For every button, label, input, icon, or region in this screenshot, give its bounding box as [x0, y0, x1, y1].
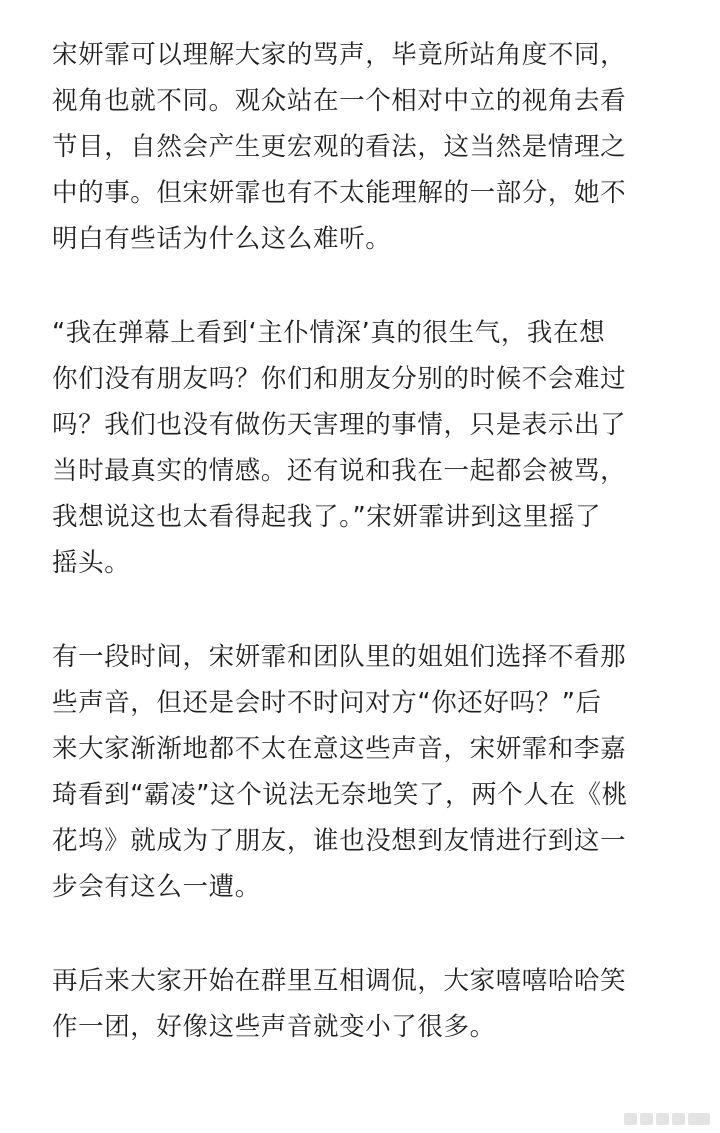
paragraph-line: 你们没有朋友吗？你们和朋友分别的时候不会难过 [52, 364, 627, 394]
paragraph-line: 当时最真实的情感。还有说和我在一起都会被骂， [52, 456, 627, 486]
paragraph-line: 些声音，但还是会时不时问对方“你还好吗？”后 [52, 688, 602, 718]
paragraph-line: 中的事。但宋妍霏也有不太能理解的一部分，她不 [52, 178, 627, 208]
paragraph-line: 再后来大家开始在群里互相调侃，大家嘻嘻哈哈笑 [52, 966, 627, 996]
watermark-glyph [672, 1113, 685, 1125]
paragraph-line: 花坞》就成为了朋友，谁也没想到友情进行到这一 [52, 826, 627, 856]
paragraph-spacer [52, 262, 682, 310]
watermark-glyph [688, 1113, 710, 1125]
paragraph-2 [52, 310, 682, 586]
watermark-glyph [624, 1113, 637, 1125]
paragraph-line: 琦看到“霸凌”这个说法无奈地笑了，两个人在《桃 [52, 780, 628, 810]
paragraph-line: 吗？我们也没有做伤天害理的事情，只是表示出了 [52, 410, 627, 440]
paragraph-spacer [52, 586, 682, 634]
paragraph-line: 我想说这也太看得起我了。”宋妍霏讲到这里摇了 [52, 502, 602, 532]
watermark-glyph [656, 1113, 669, 1125]
paragraph-3 [52, 634, 682, 910]
paragraph-line: 视角也就不同。观众站在一个相对中立的视角去看 [52, 86, 627, 116]
paragraph-1 [52, 32, 682, 262]
paragraph-spacer [52, 910, 682, 958]
paragraph-line: 作一团，好像这些声音就变小了很多。 [52, 1012, 496, 1042]
watermark-glyph [640, 1113, 653, 1125]
paragraph-line: 节目，自然会产生更宏观的看法，这当然是情理之 [52, 132, 627, 162]
paragraph-line: 步会有这么一遭。 [52, 872, 261, 902]
paragraph-line: 宋妍霏可以理解大家的骂声，毕竟所站角度不同， [52, 40, 627, 70]
paragraph-line: “我在弹幕上看到‘主仆情深’真的很生气，我在想 [52, 318, 606, 348]
article-body [52, 32, 682, 1050]
paragraph-line: 摇头。 [52, 548, 131, 578]
paragraph-line: 明白有些话为什么这么难听。 [52, 224, 392, 254]
paragraph-4 [52, 958, 682, 1050]
paragraph-line: 有一段时间，宋妍霏和团队里的姐姐们选择不看那 [52, 642, 627, 672]
watermark-logo [624, 1113, 710, 1125]
paragraph-line: 来大家渐渐地都不太在意这些声音，宋妍霏和李嘉 [52, 734, 627, 764]
